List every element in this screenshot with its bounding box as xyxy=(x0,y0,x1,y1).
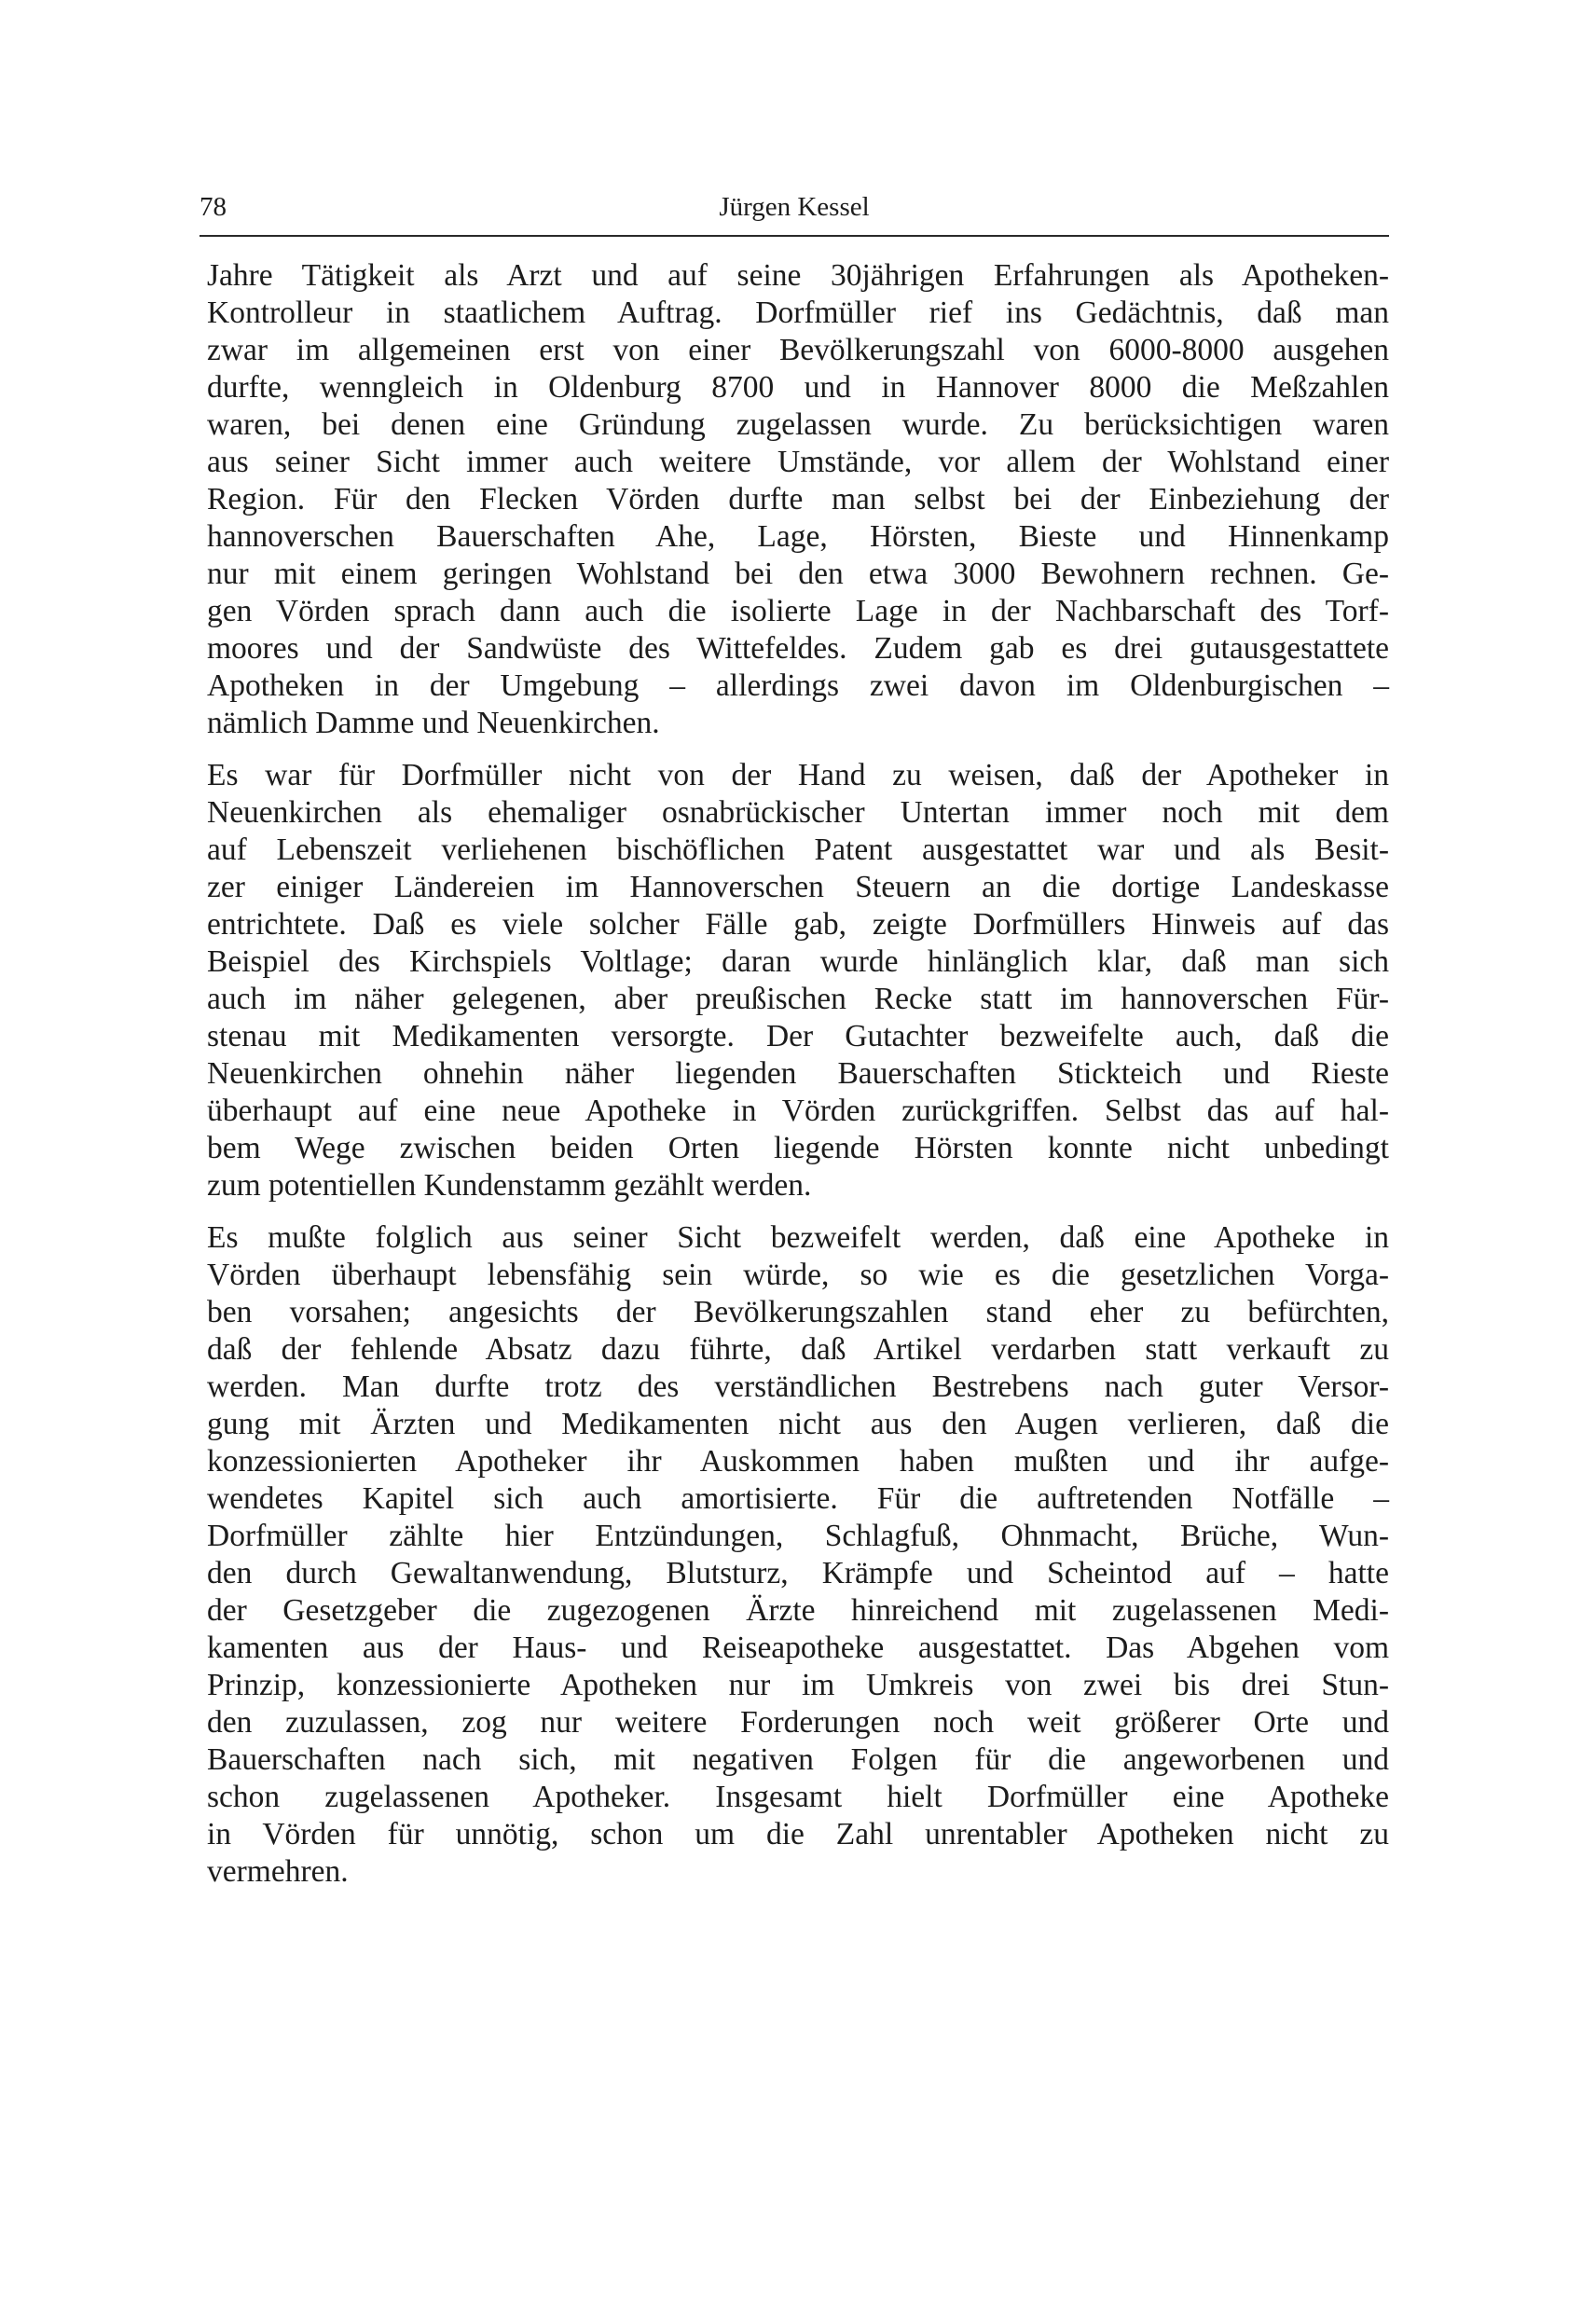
text-line: werden. Man durfte trotz des verständlichen Bestrebens nach guter Versor- xyxy=(207,1369,1389,1404)
paragraph-gap xyxy=(207,742,1389,757)
text-line: zer einiger Ländereien im Hannoverschen Steuern an die dortige Landeskasse xyxy=(207,870,1389,904)
paragraph xyxy=(207,757,1389,1204)
text-line: wendetes Kapitel sich auch amortisierte. Für die auftretenden Notfälle – xyxy=(207,1481,1389,1516)
text-line: kamenten aus der Haus- und Reiseapotheke ausgestattet. Das Abgehen vom xyxy=(207,1631,1389,1665)
text-line: Neuenkirchen ohnehin näher liegenden Bauerschaften Stickteich und Rieste xyxy=(207,1056,1389,1091)
text-line: Beispiel des Kirchspiels Voltlage; daran wurde hinlänglich klar, daß man sich xyxy=(207,944,1389,979)
text-line: daß der fehlende Absatz dazu führte, daß Artikel verdarben statt verkauft zu xyxy=(207,1332,1389,1367)
page-number: 78 xyxy=(200,192,227,222)
text-line: aus seiner Sicht immer auch weitere Umstände, vor allem der Wohlstand einer xyxy=(207,445,1389,479)
text-line: moores und der Sandwüste des Wittefeldes. Zudem gab es drei gutausgestattete xyxy=(207,631,1389,666)
text-line: entrichtete. Daß es viele solcher Fälle gab, zeigte Dorfmüllers Hinweis auf das xyxy=(207,907,1389,942)
text-line: waren, bei denen eine Gründung zugelassen wurde. Zu berücksichtigen waren xyxy=(207,407,1389,442)
text-line: Region. Für den Flecken Vörden durfte man selbst bei der Einbeziehung der xyxy=(207,482,1389,516)
text-line: schon zugelassenen Apotheker. Insgesamt hielt Dorfmüller eine Apotheke xyxy=(207,1780,1389,1814)
text-line: der Gesetzgeber die zugezogenen Ärzte hinreichend mit zugelassenen Medi- xyxy=(207,1593,1389,1628)
text-line: bem Wege zwischen beiden Orten liegende Hörsten konnte nicht unbedingt xyxy=(207,1131,1389,1165)
text-line: vermehren. xyxy=(207,1854,349,1889)
text-line: stenau mit Medikamenten versorgte. Der Gutachter bezweifelte auch, daß die xyxy=(207,1019,1389,1053)
paragraph-gap xyxy=(207,1204,1389,1219)
text-line: auf Lebenszeit verliehenen bischöflichen Patent ausgestattet war und als Besit- xyxy=(207,833,1389,867)
text-line: Bauerschaften nach sich, mit negativen Folgen für die angeworbenen und xyxy=(207,1742,1389,1777)
text-line: Es mußte folglich aus seiner Sicht bezweifelt werden, daß eine Apotheke in xyxy=(207,1220,1389,1255)
running-head xyxy=(200,186,1389,227)
text-line: überhaupt auf eine neue Apotheke in Vörden zurückgriffen. Selbst das auf hal- xyxy=(207,1094,1389,1128)
text-line: gen Vörden sprach dann auch die isolierte Lage in der Nachbarschaft des Torf- xyxy=(207,594,1389,628)
text-line: nur mit einem geringen Wohlstand bei den etwa 3000 Bewohnern rechnen. Ge- xyxy=(207,557,1389,591)
running-title: Jürgen Kessel xyxy=(719,192,870,222)
text-line: auch im näher gelegenen, aber preußischen Recke statt im hannoverschen Für- xyxy=(207,982,1389,1016)
text-line: in Vörden für unnötig, schon um die Zahl unrentabler Apotheken nicht zu xyxy=(207,1817,1389,1851)
text-line: Dorfmüller zählte hier Entzündungen, Schlagfuß, Ohnmacht, Brüche, Wun- xyxy=(207,1519,1389,1553)
text-line: zwar im allgemeinen erst von einer Bevölkerungszahl von 6000-8000 ausgehen xyxy=(207,333,1389,367)
text-line: Vörden überhaupt lebensfähig sein würde, so wie es die gesetzlichen Vorga- xyxy=(207,1258,1389,1292)
header-rule xyxy=(200,235,1389,237)
text-line: Apotheken in der Umgebung – allerdings zwei davon im Oldenburgischen – xyxy=(207,668,1389,703)
text-line: Jahre Tätigkeit als Arzt und auf seine 30jährigen Erfahrungen als Apotheken- xyxy=(207,258,1389,293)
text-line: den durch Gewaltanwendung, Blutsturz, Krämpfe und Scheintod auf – hatte xyxy=(207,1556,1389,1590)
text-line: zum potentiellen Kundenstamm gezählt werden. xyxy=(207,1168,812,1203)
text-line: Neuenkirchen als ehemaliger osnabrückischer Untertan immer noch mit dem xyxy=(207,795,1389,830)
text-line: Prinzip, konzessionierte Apotheken nur im Umkreis von zwei bis drei Stun- xyxy=(207,1668,1389,1702)
text-line: Kontrolleur in staatlichem Auftrag. Dorfmüller rief ins Gedächtnis, daß man xyxy=(207,296,1389,330)
body-text xyxy=(207,257,1389,1891)
text-line: hannoverschen Bauerschaften Ahe, Lage, Hörsten, Bieste und Hinnenkamp xyxy=(207,519,1389,554)
paragraph xyxy=(207,1219,1389,1891)
text-line: durfte, wenngleich in Oldenburg 8700 und in Hannover 8000 die Meßzahlen xyxy=(207,370,1389,405)
text-line: konzessionierten Apotheker ihr Auskommen haben mußten und ihr aufge- xyxy=(207,1444,1389,1479)
text-line: den zuzulassen, zog nur weitere Forderungen noch weit größerer Orte und xyxy=(207,1705,1389,1740)
text-line: Es war für Dorfmüller nicht von der Hand zu weisen, daß der Apotheker in xyxy=(207,758,1389,792)
text-line: ben vorsahen; angesichts der Bevölkerungszahlen stand eher zu befürchten, xyxy=(207,1295,1389,1329)
paragraph xyxy=(207,257,1389,742)
text-line: gung mit Ärzten und Medikamenten nicht aus den Augen verlieren, daß die xyxy=(207,1407,1389,1441)
text-line: nämlich Damme und Neuenkirchen. xyxy=(207,706,660,740)
